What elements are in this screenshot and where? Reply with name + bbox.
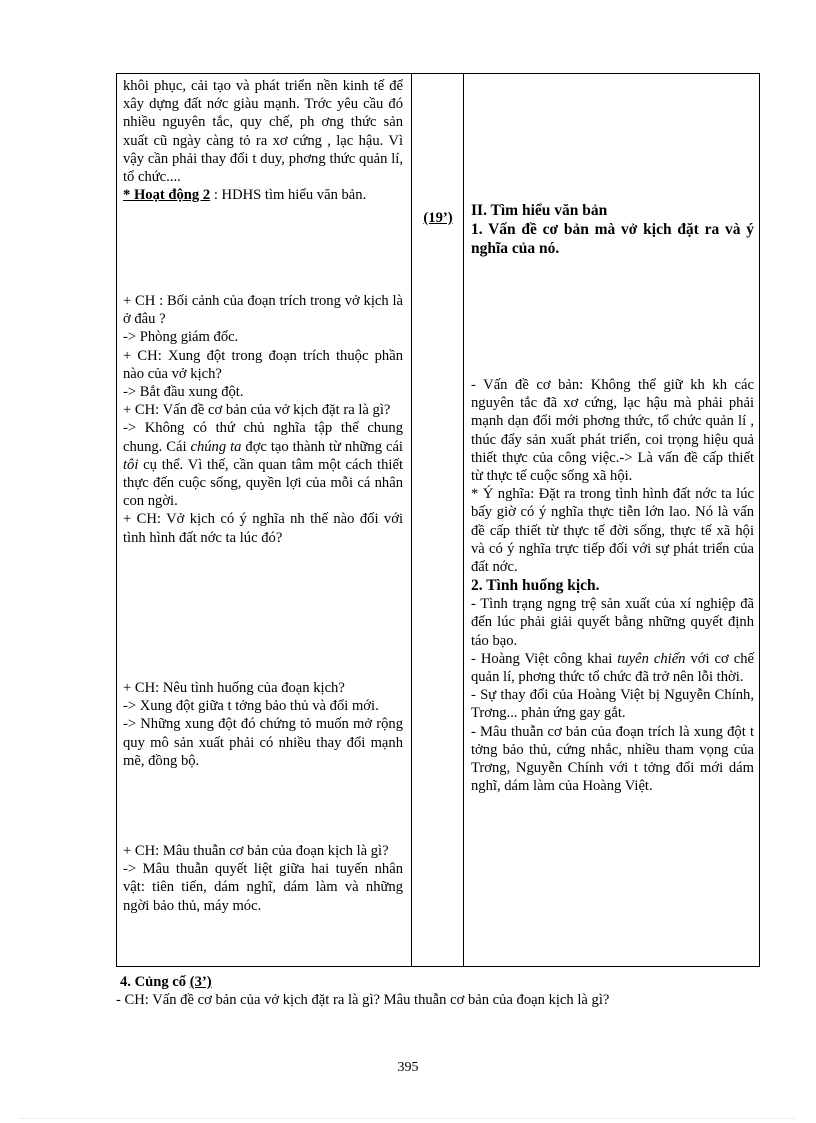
question: + CH: Vở kịch có ý nghĩa nh thế nào đối với tình hình đất nớc ta lúc đó? (123, 511, 403, 546)
question: + CH : Bối cảnh của đoạn trích trong vở kịch là ở đâu ? (123, 293, 403, 328)
questions-block-1 (123, 292, 403, 547)
questions-block-2 (123, 679, 403, 770)
content-column-heading (471, 201, 754, 258)
consolidation-section (116, 973, 761, 1009)
column-divider (411, 74, 412, 966)
content-paragraph: - Tình trạng ngng trệ sản xuất của xí nghiệp đã đến lúc phải giải quyết bằng những quyết định táo bạo. (471, 596, 754, 649)
answer: -> Những xung đột đó chứng tỏ muốn mở rộng quy mô sản xuất phải có nhiều thay đổi mạnh mẽ, đồng bộ. (123, 716, 403, 769)
questions-block-3 (123, 842, 403, 915)
question: + CH: Xung đột trong đoạn trích thuộc phần nào của vở kịch? (123, 347, 403, 382)
question: + CH: Nêu tình huống của đoạn kịch? (123, 680, 345, 696)
lesson-table (116, 73, 760, 967)
content-paragraph: - Hoàng Việt công khai tuyên chiến với cơ chế quản lí, phơng thức tổ chức đã trở nên lỗi thời. (471, 650, 755, 686)
subsection-heading: 1. Vấn đề cơ bản mà vở kịch đặt ra và ý nghĩa của nó. (471, 221, 754, 257)
content-paragraph: * Ý nghĩa: Đặt ra trong tình hình đất nớc ta lúc bấy giờ có ý nghĩa thực tiễn lớn lao. Nó là vấn đề cấp thiết từ thực tế đời sống, thực tế xã hội và có ý nghĩa trực tiếp đối với sự phát triển của đất nớc. (471, 486, 754, 576)
subsection-heading: 2. Tình huống kịch. (471, 577, 600, 595)
intro-paragraph: khôi phục, cải tạo và phát triển nền kinh tế để xây dựng đất nớc giàu mạnh. Trớc yêu cầu đó nhiều nguyên tắc, quy chế, ph ơng thức sản xuất cũ ngày càng tỏ ra xơ cứng , lạc hậu. Vì vậy cần phải thay đổi t duy, phơng thức quản lí, tổ chức.... (123, 78, 403, 186)
question: + CH: Vấn đề cơ bản của vở kịch đặt ra là gì? (123, 402, 391, 419)
content-paragraph: - Sự thay đổi của Hoàng Việt bị Nguyễn Chính, Trơng... phản ứng gay gắt. (471, 687, 754, 722)
content-paragraph: - Vấn đề cơ bản: Không thể giữ kh kh các nguyên tắc đã xơ cứng, lạc hậu mà phải phải mạnh dạn đổi mới phơng thức, tổ chức quản lí , thúc đẩy sản xuất phát triển, coi trọng hiệu quả thiết thực của công việc.-> Là vấn đề cấp thiết từ thực tế cuộc sống xã hội. (471, 377, 754, 485)
answer: -> Không có thứ chủ nghĩa tập thể chung chung. Cái chúng ta đợc tạo thành từ những cái tôi cụ thể. Vì thế, cần quan tâm một cách thiết thực đến cuộc sống, quyền lợi của mỗi cá nhân con ngời. (123, 420, 403, 510)
answer: -> Mâu thuẫn quyết liệt giữa hai tuyến nhân vật: tiên tiến, dám nghĩ, dám làm và những ngời bảo thủ, máy móc. (123, 861, 403, 914)
column-divider (463, 74, 464, 966)
activity-2-heading: * Hoạt động 2 : HDHS tìm hiểu văn bản. (123, 187, 367, 204)
answer: -> Xung đột giữa t tởng bảo thủ và đổi mới. (123, 698, 379, 715)
time-allocation: (19’) (423, 210, 453, 226)
question: + CH: Mâu thuẫn cơ bản của đoạn kịch là gì? (123, 843, 389, 859)
consolidation-question: - CH: Vấn đề cơ bản của vở kịch đặt ra là gì? Mâu thuẫn cơ bản của đoạn kịch là gì? (116, 992, 610, 1008)
teacher-student-activity-column (123, 77, 403, 204)
answer: -> Bắt đầu xung đột. (123, 384, 244, 401)
section-heading: II. Tìm hiểu văn bản (471, 202, 608, 219)
page-bottom-border (20, 1118, 796, 1119)
answer: -> Phòng giám đốc. (123, 329, 239, 346)
content-paragraph: - Mâu thuẫn cơ bản của đoạn trích là xung đột t tởng bảo thủ, cứng nhắc, nhiều tham vọng của Trơng, Nguyễn Chính với t tởng đổi mới dám nghĩ, dám làm của Hoàng Việt. (471, 723, 754, 795)
content-column-body (471, 376, 754, 795)
consolidation-heading: 4. Củng cố (3’) (120, 974, 212, 990)
page-number: 395 (397, 1060, 419, 1075)
